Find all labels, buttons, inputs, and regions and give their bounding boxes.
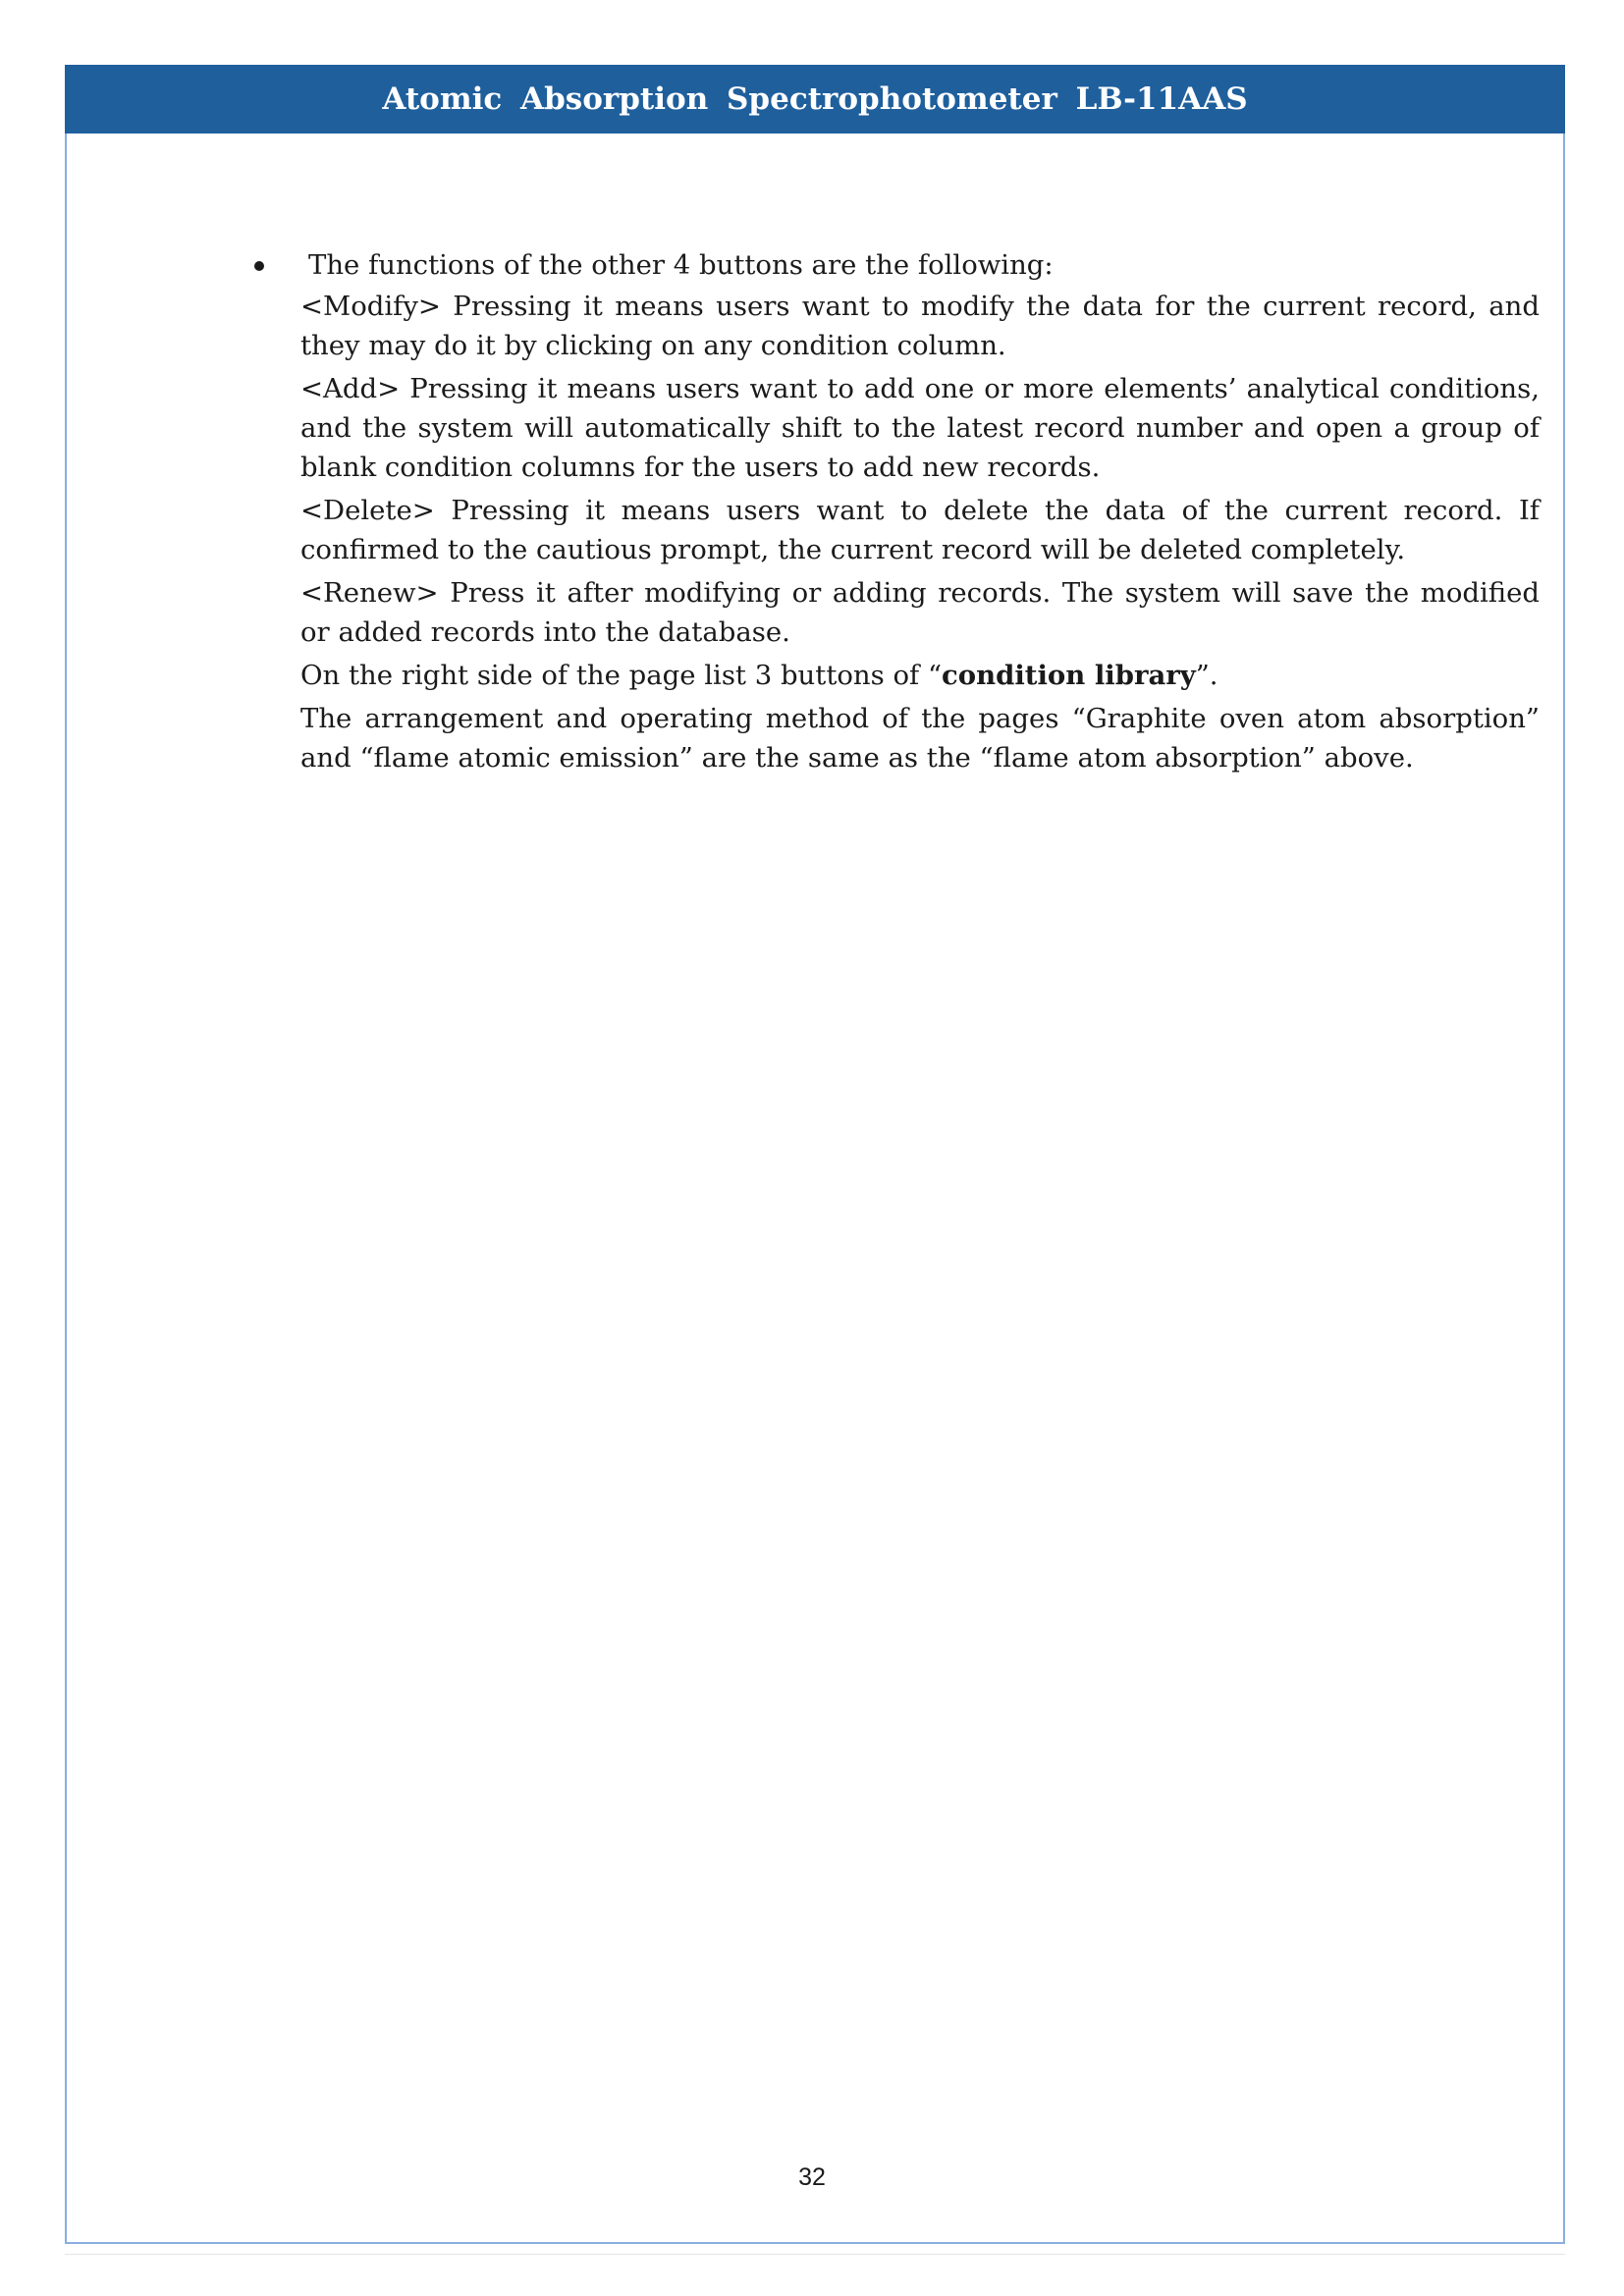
renew-paragraph: <Renew> Press it after modifying or adding records. The system will save the modified or added records into the database. — [300, 577, 1540, 648]
bullet-icon — [254, 261, 264, 271]
right-side-suffix: ”. — [1195, 660, 1218, 691]
right-side-prefix: On the right side of the page list 3 buttons of “ — [300, 660, 943, 691]
modify-paragraph: <Modify> Pressing it means users want to modify the data for the current record, and they may do it by clicking on any condition column. — [300, 291, 1540, 361]
right-side-paragraph — [300, 656, 1540, 695]
bottom-divider — [65, 2254, 1565, 2255]
condition-library-term: condition library — [942, 660, 1196, 691]
add-paragraph: <Add> Pressing it means users want to add one or more elements’ analytical conditions, and the system will automatically shift to the latest record number and open a group of blank condition columns for the users to add new records. — [300, 373, 1540, 483]
delete-paragraph: <Delete> Pressing it means users want to delete the data of the current record. If confirmed to the cautious prompt, the current record will be deleted completely. — [300, 495, 1540, 565]
page-number: 32 — [798, 2163, 826, 2191]
page-header — [65, 65, 1565, 133]
bullet-item — [300, 245, 1540, 285]
header-title: Atomic Absorption Spectrophotometer LB-11AAS — [382, 81, 1248, 117]
bullet-text: The functions of the other 4 buttons are the following: — [308, 249, 1054, 281]
main-content — [300, 245, 1540, 781]
arrangement-paragraph: The arrangement and operating method of the pages “Graphite oven atom absorption” and “flame atomic emission” are the same as the “flame atom absorption” above. — [300, 703, 1540, 774]
